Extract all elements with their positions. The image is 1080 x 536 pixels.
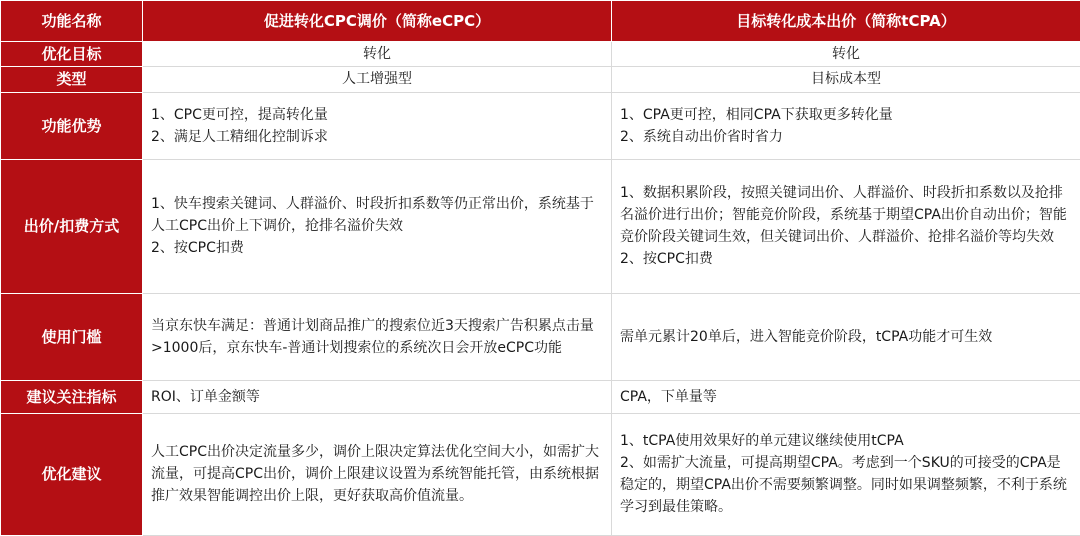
row-label: 使用门槛 [1, 293, 143, 380]
tcpa-cell [612, 413, 1080, 535]
ecpc-cell [143, 381, 612, 414]
row-type [1, 67, 1080, 92]
header-ecpc: 促进转化CPC调价（简称eCPC） [143, 1, 612, 42]
cell-line: 转化 [363, 45, 391, 62]
ecpc-cell [143, 67, 612, 92]
cell-line: 需单元累计20单后，进入智能竞价阶段，tCPA功能才可生效 [620, 329, 993, 346]
cell-line: 当京东快车满足：普通计划商品推广的搜索位近3天搜索广告积累点击量>1000后，京东快车-普通计划搜索位的系统次日会开放eCPC功能 [151, 318, 594, 357]
ecpc-cell [143, 41, 612, 66]
cell-line: 1、数据积累阶段，按照关键词出价、人群溢价、时段折扣系数以及抢排名溢价进行出价；智能竞价阶段，系统基于期望CPA出价自动出价；智能竞价阶段关键词生效，但关键词出价、人群溢价、抢排名溢价等均失效 [620, 185, 1067, 246]
row-label: 优化目标 [1, 41, 143, 66]
tcpa-cell [612, 41, 1080, 66]
ecpc-cell [143, 293, 612, 380]
cell-line: 1、CPA更可控，相同CPA下获取更多转化量 [620, 106, 893, 123]
cell-line: 2、如需扩大流量，可提高期望CPA。考虑到一个SKU的可接受的CPA是稳定的，期望CPA出价不需要频繁调整。同时如果调整频繁，不利于系统学习到最佳策略。 [620, 455, 1067, 516]
row-optimization-suggestions [1, 413, 1080, 535]
cell-line: 2、按CPC扣费 [620, 251, 713, 268]
row-key-metrics [1, 381, 1080, 414]
cell-line: 目标成本型 [811, 71, 881, 88]
row-label: 功能优势 [1, 92, 143, 159]
cell-line: 人工增强型 [342, 71, 412, 88]
cell-line: 1、tCPA使用效果好的单元建议继续使用tCPA [620, 433, 904, 450]
row-label: 出价/扣费方式 [1, 159, 143, 293]
tcpa-cell [612, 92, 1080, 159]
tcpa-cell [612, 67, 1080, 92]
cell-line: 2、满足人工精细化控制诉求 [151, 128, 328, 145]
cell-line: 2、按CPC扣费 [151, 240, 244, 257]
row-threshold [1, 293, 1080, 380]
cell-line: 转化 [832, 45, 860, 62]
tcpa-cell [612, 159, 1080, 293]
row-bidding-method [1, 159, 1080, 293]
tcpa-cell [612, 293, 1080, 380]
row-advantages [1, 92, 1080, 159]
header-feature-name: 功能名称 [1, 1, 143, 42]
header-tcpa: 目标转化成本出价（简称tCPA） [612, 1, 1080, 42]
cell-line: 1、CPC更可控，提高转化量 [151, 106, 328, 123]
row-label: 类型 [1, 67, 143, 92]
row-label: 建议关注指标 [1, 381, 143, 414]
cell-line: CPA，下单量等 [620, 389, 717, 406]
ecpc-cell [143, 413, 612, 535]
ecpc-cell [143, 92, 612, 159]
header-row [1, 1, 1080, 42]
ecpc-cell [143, 159, 612, 293]
cell-line: 2、系统自动出价省时省力 [620, 128, 783, 145]
row-optimization-goal [1, 41, 1080, 66]
tcpa-cell [612, 381, 1080, 414]
cell-line: 1、快车搜索关键词、人群溢价、时段折扣系数等仍正常出价，系统基于人工CPC出价上下调价，抢排名溢价失效 [151, 196, 594, 235]
row-label: 优化建议 [1, 413, 143, 535]
cell-line: ROI、订单金额等 [151, 389, 260, 406]
cell-line: 人工CPC出价决定流量多少，调价上限决定算法优化空间大小，如需扩大流量，可提高CPC出价，调价上限建议设置为系统智能托管，由系统根据推广效果智能调控出价上限，更好获取高价值流量。 [151, 444, 599, 505]
